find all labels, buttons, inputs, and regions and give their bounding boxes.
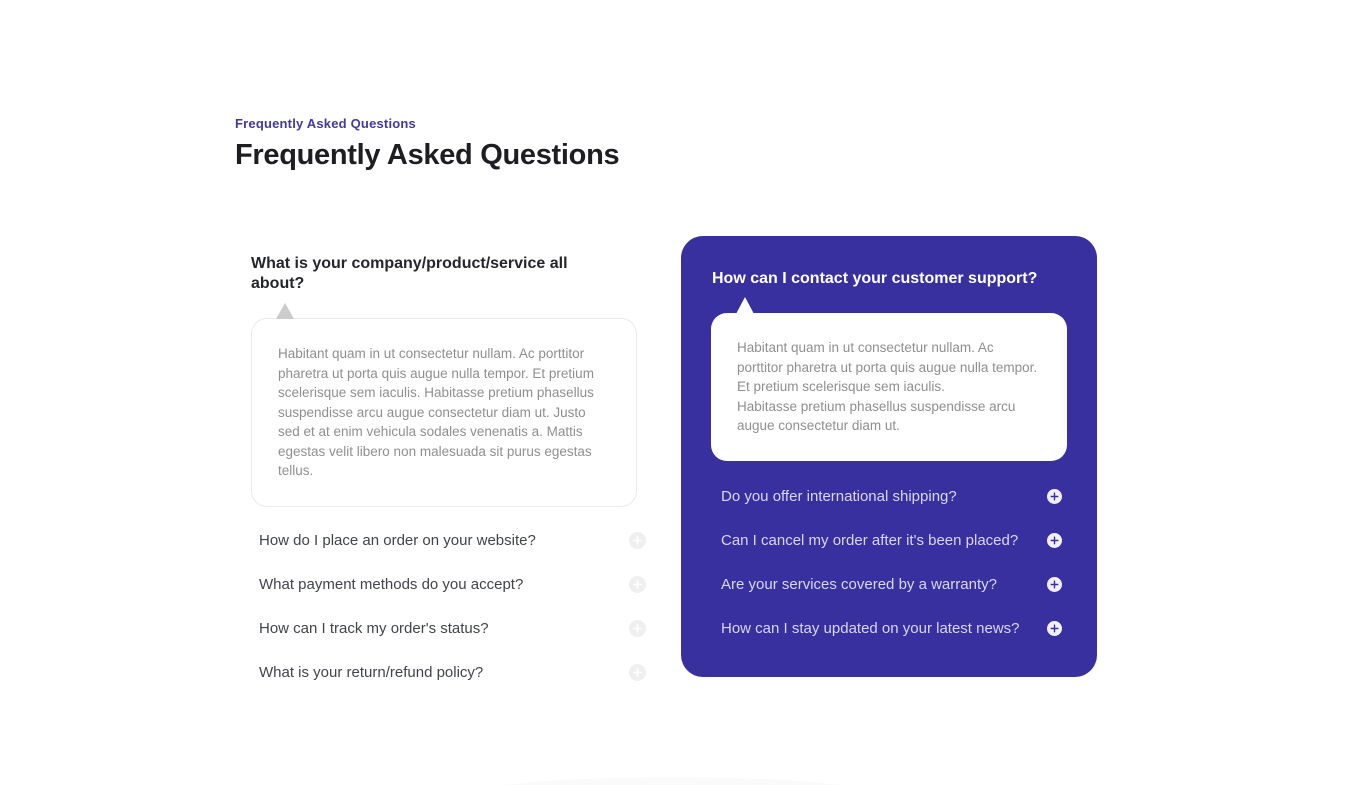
faq-answer-text: Habitant quam in ut consectetur nullam. Ac porttitor pharetra ut porta quis augue nulla tempor. Et pretium scelerisque sem iaculis. Habitasse pretium phasellus suspendisse arcu augue consectetur diam ut. Justo sed et at enim vehicula sodales venenatis a. Mattis egestas velit libero non malesuada sit purus egestas tellus. xyxy=(278,346,594,478)
faq-item[interactable] xyxy=(251,563,647,607)
faq-item-label: How can I stay updated on your latest news? xyxy=(721,620,1020,637)
faq-column-left xyxy=(235,236,651,695)
faq-answer-left xyxy=(251,318,637,507)
faq-item-label: How do I place an order on your website? xyxy=(259,532,536,549)
faq-item[interactable] xyxy=(251,651,647,695)
faq-list-left xyxy=(251,519,647,695)
faq-item-label: What is your return/refund policy? xyxy=(259,664,484,681)
faq-card-right xyxy=(681,236,1097,677)
faq-item[interactable] xyxy=(711,563,1067,607)
faq-answer-bubble-right xyxy=(711,313,1067,461)
plus-circle-icon[interactable] xyxy=(1047,489,1062,504)
faq-item[interactable] xyxy=(251,607,647,651)
bubble-pointer-icon xyxy=(276,303,294,319)
faq-item-label: What payment methods do you accept? xyxy=(259,576,524,593)
faq-item-label: Are your services covered by a warranty? xyxy=(721,576,997,593)
next-section-edge xyxy=(433,777,913,785)
page-title: Frequently Asked Questions xyxy=(235,139,620,171)
plus-circle-icon[interactable] xyxy=(629,532,646,549)
faq-item-label: Can I cancel my order after it's been placed? xyxy=(721,532,1019,549)
faq-item[interactable] xyxy=(711,475,1067,519)
faq-question-open-left[interactable]: What is your company/product/service all about? xyxy=(251,255,568,292)
plus-circle-icon[interactable] xyxy=(629,664,646,681)
faq-answer-text: Habitant quam in ut consectetur nullam. Ac porttitor pharetra ut porta quis augue nulla tempor. Et pretium scelerisque sem iaculis. xyxy=(737,340,1038,394)
plus-circle-icon[interactable] xyxy=(1047,577,1062,592)
faq-item[interactable] xyxy=(711,519,1067,563)
faq-answer-right xyxy=(711,313,1067,461)
faq-columns xyxy=(235,236,1115,695)
section-eyebrow: Frequently Asked Questions xyxy=(235,116,416,131)
bubble-pointer-icon xyxy=(736,297,754,314)
faq-item[interactable] xyxy=(251,519,647,563)
plus-circle-icon[interactable] xyxy=(1047,621,1062,636)
faq-item-label: Do you offer international shipping? xyxy=(721,488,957,505)
plus-circle-icon[interactable] xyxy=(1047,533,1062,548)
plus-circle-icon[interactable] xyxy=(629,576,646,593)
faq-section xyxy=(235,117,1115,695)
plus-circle-icon[interactable] xyxy=(629,620,646,637)
faq-item[interactable] xyxy=(711,607,1067,651)
faq-list-right xyxy=(711,475,1067,651)
faq-item-label: How can I track my order's status? xyxy=(259,620,489,637)
faq-question-open-right[interactable]: How can I contact your customer support? xyxy=(712,270,1038,287)
faq-answer-text: Habitasse pretium phasellus suspendisse arcu augue consectetur diam ut. xyxy=(737,398,1016,433)
faq-answer-bubble-left xyxy=(251,318,637,507)
